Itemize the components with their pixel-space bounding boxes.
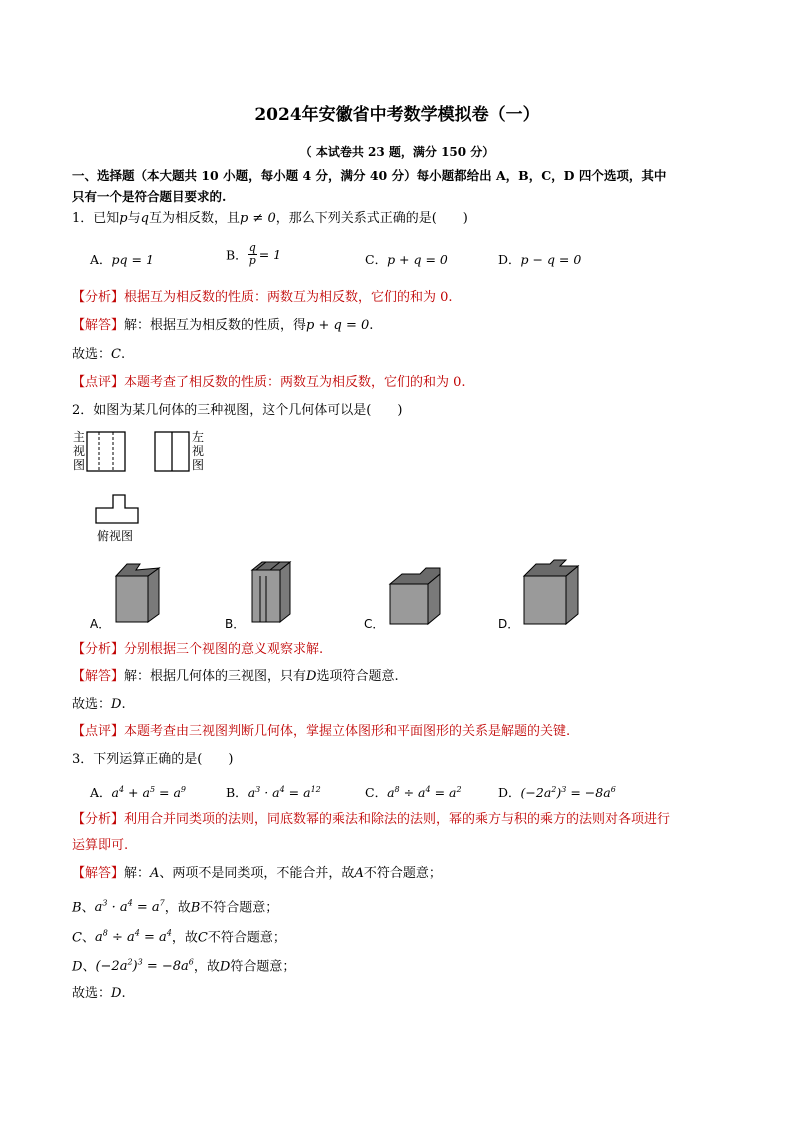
q3-line-b-letter: B xyxy=(72,900,82,916)
q3-line-c-expr: $a^8 \div a^4 = a^4$ xyxy=(94,929,172,946)
q1-option-b-num: q xyxy=(248,241,256,254)
q2-option-d-label: D． xyxy=(498,617,520,631)
q2-options-figure xyxy=(80,556,600,634)
q3-analysis-line2: 运算即可. xyxy=(72,838,129,853)
q3-solution-a-post: 不符合题意； xyxy=(363,866,442,881)
q3-option-b-label: B． xyxy=(226,785,248,800)
q1-choice-pre: 故选： xyxy=(72,347,112,362)
q3-solution-a-letter2: A xyxy=(354,866,364,881)
q3-line-c-letter: C xyxy=(72,930,82,946)
view-top-label: 俯视图 xyxy=(97,529,134,543)
q2-choice-pre: 故选： xyxy=(72,697,112,712)
q1-solution xyxy=(72,318,373,334)
q3-line-c-mid: ，故 xyxy=(171,930,198,946)
q3-choice-post: . xyxy=(121,986,126,1001)
q1-comment xyxy=(72,375,466,391)
q3-solution-b xyxy=(72,896,278,916)
q3-solution-a xyxy=(72,866,442,882)
q3-option-c-label: C． xyxy=(365,785,388,800)
q3-analysis-tag: 【分析】 xyxy=(72,812,125,827)
q1-var-p: p xyxy=(119,211,128,226)
q1-choice-post: . xyxy=(120,347,126,362)
q3-option-c-expr: $a^8 \div a^4 = a^2$ xyxy=(387,784,462,800)
q3-solution-d xyxy=(72,955,295,975)
q1-var-q: q xyxy=(140,211,149,226)
q3-solution-c xyxy=(72,926,286,946)
q1-option-a-label: A． xyxy=(90,252,112,267)
q3-line-c-post: 不符合题意； xyxy=(207,930,286,946)
q3-choice-val: D xyxy=(111,986,122,1001)
q3-line-d-post: 符合题意； xyxy=(230,959,296,975)
q3-option-d-expr: $(-2a^2)^3 = -8a^6$ xyxy=(520,784,616,800)
q3-line-d-mid: ，故 xyxy=(193,959,220,975)
q3-solution-a-pre: 解： xyxy=(124,866,151,881)
solid-d xyxy=(524,560,578,624)
q1-option-d-expr: p − q = 0 xyxy=(520,252,582,267)
q3-option-c xyxy=(365,783,462,801)
q3-choice-pre: 故选： xyxy=(72,986,112,1001)
q2-analysis-tag: 【分析】 xyxy=(72,642,125,657)
q3-line-d-expr: $(-2a^2)^3 = -8a^6$ xyxy=(95,958,194,975)
q2-choice xyxy=(72,697,126,713)
solid-a xyxy=(116,564,159,622)
q3-option-a-expr: $a^4 + a^5 = a^9$ xyxy=(111,784,187,800)
q3-solution-a-mid: 、两项不是同类项，不能合并，故 xyxy=(159,866,355,881)
q1-option-b-den: p xyxy=(248,254,256,267)
q1-option-b-rest: = 1 xyxy=(258,247,282,262)
q1-solution-post: . xyxy=(369,318,374,333)
q3-line-b-mid: ，故 xyxy=(164,900,191,916)
q2-analysis-text: 分别根据三个视图的意义观察求解. xyxy=(124,642,324,657)
q1-solution-tag: 【解答】 xyxy=(72,318,125,333)
q3-line-c-letter2: C xyxy=(197,930,208,946)
q3-solution-tag: 【解答】 xyxy=(72,866,125,881)
q1-solution-pre: 解：根据互为相反数的性质，得 xyxy=(124,318,307,333)
q1-option-a xyxy=(90,250,154,268)
q3-option-a xyxy=(90,783,186,801)
q3-line-d-sep: 、 xyxy=(82,959,96,975)
q1-stem-mid1: 与 xyxy=(127,211,141,226)
q3-line-d-letter2: D xyxy=(219,959,231,975)
q3-line-c-sep: 、 xyxy=(81,930,95,946)
q1-analysis-tag: 【分析】 xyxy=(72,290,125,305)
front-view-outline xyxy=(87,432,125,471)
q1-choice xyxy=(72,347,125,363)
q1-comment-tag: 【点评】 xyxy=(72,375,125,390)
top-view-outline xyxy=(96,495,138,523)
q1-stem-pre: 1．已知 xyxy=(72,211,120,226)
q1-comment-text: 本题考查了相反数的性质：两数互为相反数，它们的和为 0. xyxy=(124,375,466,390)
q2-option-a-label: A． xyxy=(90,617,111,631)
q2-analysis xyxy=(72,642,323,658)
q3-line-b-letter2: B xyxy=(190,900,201,916)
q3-option-a-label: A． xyxy=(90,785,112,800)
q1-option-a-expr: pq = 1 xyxy=(111,252,154,267)
q2-solution-d: D xyxy=(306,669,317,684)
q1-option-d xyxy=(498,250,581,268)
q2-comment xyxy=(72,724,570,740)
q2-solution-pre: 解：根据几何体的三视图，只有 xyxy=(124,669,307,684)
q3-choice xyxy=(72,986,126,1002)
three-views-figure xyxy=(70,428,230,548)
q2-solution-post: 选项符合题意. xyxy=(316,669,399,684)
q2-stem: 2．如图为某几何体的三种视图，这个几何体可以是( ) xyxy=(72,403,403,418)
q3-option-d-label: D． xyxy=(498,785,521,800)
q2-solution xyxy=(72,669,399,685)
page-subtitle: （ 本试卷共 23 题，满分 150 分） xyxy=(299,145,495,159)
q3-solution-a-letter: A xyxy=(150,866,160,881)
page-title: 2024年安徽省中考数学模拟卷（一） xyxy=(254,105,540,125)
q3-line-b-post: 不符合题意； xyxy=(200,900,279,916)
q2-option-c-label: C． xyxy=(364,617,385,631)
solid-b xyxy=(252,562,290,622)
q1-solution-expr: p + q = 0 xyxy=(306,318,370,333)
q2-solution-tag: 【解答】 xyxy=(72,669,125,684)
q1-option-b-fraction xyxy=(248,242,257,267)
q3-line-d-letter: D xyxy=(72,959,83,975)
q1-stem-post: ，那么下列关系式正确的是( ) xyxy=(275,211,468,226)
q1-analysis xyxy=(72,290,453,306)
q1-option-c-expr: p + q = 0 xyxy=(387,252,448,267)
q1-option-c xyxy=(365,250,448,268)
q1-option-b-label: B． xyxy=(226,247,248,263)
q1-condition: p ≠ 0 xyxy=(239,211,276,226)
q3-analysis-text1: 利用合并同类项的法则，同底数幂的乘法和除法的法则，幂的乘方与积的乘方的法则对各项进行 xyxy=(124,812,671,827)
q1-stem xyxy=(72,211,468,227)
q1-option-d-label: D． xyxy=(498,252,521,267)
q3-option-d xyxy=(498,783,616,801)
q3-line-b-expr: $a^3 \cdot a^4 = a^7$ xyxy=(94,899,165,916)
q1-stem-mid2: 互为相反数，且 xyxy=(148,211,240,226)
q3-analysis-line1 xyxy=(72,812,670,828)
view-left-label: 左视图 xyxy=(192,430,205,472)
q2-option-b-label: B． xyxy=(225,617,246,631)
section-heading-line1: 一、选择题（本大题共 10 小题，每小题 4 分，满分 40 分）每小题都给出 A，B，C，D 四个选项，其中 xyxy=(72,168,667,183)
q3-line-b-sep: 、 xyxy=(81,900,95,916)
q2-comment-text: 本题考查由三视图判断几何体，掌握立体图形和平面图形的关系是解题的关键. xyxy=(124,724,571,739)
section-heading-line2: 只有一个是符合题目要求的. xyxy=(72,189,227,204)
solid-c xyxy=(390,568,440,624)
q1-choice-val: C xyxy=(111,347,121,362)
q2-choice-val: D xyxy=(111,697,122,712)
q2-choice-post: . xyxy=(121,697,126,712)
q1-option-b xyxy=(226,242,281,267)
q1-option-c-label: C． xyxy=(365,252,388,267)
q3-stem: 3．下列运算正确的是( ) xyxy=(72,752,234,767)
q1-analysis-text: 根据互为相反数的性质：两数互为相反数，它们的和为 0. xyxy=(124,290,453,305)
q2-comment-tag: 【点评】 xyxy=(72,724,125,739)
q3-option-b xyxy=(226,783,321,801)
q3-option-b-expr: $a^3 \cdot a^4 = a^{12}$ xyxy=(247,784,321,800)
view-front-label: 主视图 xyxy=(73,430,86,472)
